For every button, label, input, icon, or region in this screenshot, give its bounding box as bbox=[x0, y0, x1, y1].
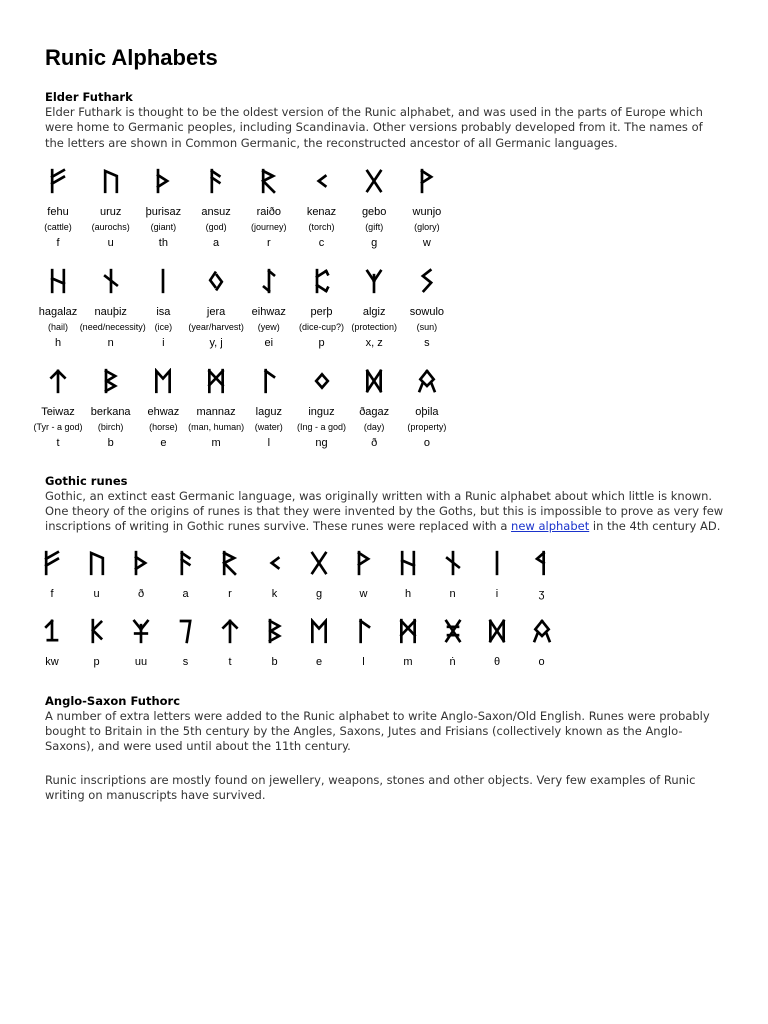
rune-name: ehwaz bbox=[147, 405, 180, 418]
gothic-rune-label: t bbox=[228, 655, 232, 668]
rune-meaning: (dice-cup?) bbox=[298, 321, 345, 332]
gothic-rune-cell bbox=[344, 618, 384, 669]
perth-g-rune-icon bbox=[87, 618, 107, 644]
gothic-rune-label: ð bbox=[137, 587, 145, 600]
rune-name: uruz bbox=[99, 205, 122, 218]
teiwaz-rune-icon bbox=[48, 368, 68, 394]
jera-rune-icon bbox=[206, 268, 226, 294]
anglo-saxon-section bbox=[45, 694, 725, 803]
elder-futhark-row bbox=[33, 368, 725, 468]
kenaz-rune-icon bbox=[312, 168, 332, 194]
gothic-runes-text bbox=[45, 489, 725, 535]
rune-transliteration: th bbox=[158, 236, 168, 249]
wunjo-rune-icon bbox=[354, 550, 374, 576]
rune-meaning: (man, human) bbox=[188, 421, 245, 432]
thurisaz-rune-icon bbox=[131, 550, 151, 576]
gothic-runes-row bbox=[45, 550, 725, 618]
teiwaz-rune-icon bbox=[220, 618, 240, 644]
uruz-rune-icon bbox=[87, 550, 107, 576]
gothic-rune-label: n bbox=[449, 587, 456, 600]
s-g-rune-icon bbox=[176, 618, 196, 644]
gothic-rune-label: θ bbox=[493, 655, 501, 668]
rune-name: eihwaz bbox=[251, 305, 286, 318]
rune-meaning: (ice) bbox=[154, 321, 173, 332]
berkana-rune-icon bbox=[265, 618, 285, 644]
rune-meaning: (aurochs) bbox=[91, 221, 130, 232]
rune-name: Teiwaz bbox=[41, 405, 75, 418]
rune-transliteration: r bbox=[266, 236, 271, 249]
rune-transliteration: o bbox=[423, 436, 430, 449]
sowulo-rune-icon bbox=[417, 268, 437, 294]
rune-name: perþ bbox=[310, 305, 333, 318]
gothic-rune-cell bbox=[299, 618, 339, 669]
gothic-rune-label: a bbox=[182, 587, 189, 600]
isa-rune-icon bbox=[487, 550, 507, 576]
gothic-runes-section bbox=[45, 474, 725, 686]
rune-meaning: (journey) bbox=[251, 221, 287, 232]
page-title: Runic Alphabets bbox=[45, 45, 218, 70]
gothic-rune-label: uu bbox=[134, 655, 148, 668]
othila-rune-icon bbox=[532, 618, 552, 644]
rune-transliteration: e bbox=[160, 436, 167, 449]
rune-cell bbox=[396, 168, 458, 250]
rune-name: gebo bbox=[361, 205, 387, 218]
gothic-rune-cell bbox=[388, 618, 428, 669]
berkana-rune-icon bbox=[101, 368, 121, 394]
gothic-rune-cell bbox=[477, 550, 517, 601]
perth-rune-icon bbox=[312, 268, 332, 294]
elder-futhark-row bbox=[45, 168, 725, 268]
rune-name: fehu bbox=[47, 205, 69, 218]
rune-meaning: (torch) bbox=[308, 221, 335, 232]
rune-name: laguz bbox=[255, 405, 282, 418]
rune-name: mannaz bbox=[196, 405, 236, 418]
rune-name: isa bbox=[156, 305, 171, 318]
naudiz-rune-icon bbox=[101, 268, 121, 294]
rune-meaning: (day) bbox=[363, 421, 385, 432]
gothic-rune-cell bbox=[210, 618, 250, 669]
thurisaz-rune-icon bbox=[153, 168, 173, 194]
gothic-rune-label: i bbox=[495, 587, 499, 600]
anglo-saxon-text: A number of extra letters were added to the Runic alphabet to write Anglo-Saxon/Old English. Runes were probably bought to Britain in the 5th century by the Angles, Saxons, Jutes and Frisians (collectively known as the Anglo-Saxons), and were used until about the 11th century. bbox=[45, 708, 710, 754]
rune-transliteration: ei bbox=[264, 336, 274, 349]
gothic-rune-cell bbox=[166, 550, 206, 601]
rune-transliteration: p bbox=[318, 336, 325, 349]
kw-rune-icon bbox=[42, 618, 62, 644]
rune-transliteration: t bbox=[56, 436, 60, 449]
rune-name: algiz bbox=[362, 305, 386, 318]
gothic-rune-cell bbox=[255, 618, 295, 669]
gothic-rune-label: r bbox=[228, 587, 232, 600]
mannaz-rune-icon bbox=[206, 368, 226, 394]
gothic-rune-cell bbox=[433, 618, 473, 669]
laguz-rune-icon bbox=[354, 618, 374, 644]
gothic-rune-label: h bbox=[404, 587, 412, 600]
elder-futhark-table bbox=[33, 168, 725, 468]
uruz-rune-icon bbox=[101, 168, 121, 194]
eihwaz-rune-icon bbox=[259, 268, 279, 294]
rune-transliteration: f bbox=[56, 236, 60, 249]
uu-rune-icon bbox=[131, 618, 151, 644]
hagalaz-rune-icon bbox=[398, 550, 418, 576]
new-alphabet-link[interactable]: new alphabet bbox=[511, 519, 590, 534]
gothic-rune-cell bbox=[77, 618, 117, 669]
rune-transliteration: i bbox=[162, 336, 165, 349]
fehu-rune-icon bbox=[42, 550, 62, 576]
runic-inscriptions-text: Runic inscriptions are mostly found on jewellery, weapons, stones and other objects. Very few examples of Runic writing on manuscripts have survived. bbox=[45, 772, 696, 802]
rune-name: inguz bbox=[308, 405, 335, 418]
gothic-rune-label: u bbox=[93, 587, 100, 600]
rune-name: þurisaz bbox=[145, 205, 182, 218]
gothic-rune-cell bbox=[121, 550, 161, 601]
rune-name: oþila bbox=[415, 405, 439, 418]
rune-meaning: (need/necessity) bbox=[79, 321, 146, 332]
rune-meaning: (Ing - a god) bbox=[296, 421, 347, 432]
gothic-rune-cell bbox=[255, 550, 295, 601]
rune-cell bbox=[396, 368, 458, 450]
rune-transliteration: l bbox=[267, 436, 271, 449]
gothic-rune-cell bbox=[77, 550, 117, 601]
gothic-rune-cell bbox=[522, 550, 562, 601]
rune-meaning: (birch) bbox=[97, 421, 124, 432]
rune-meaning: (gift) bbox=[365, 221, 384, 232]
ansuz-rune-icon bbox=[176, 550, 196, 576]
rune-transliteration: m bbox=[211, 436, 221, 449]
rune-name: wunjo bbox=[412, 205, 442, 218]
ng-g-rune-icon bbox=[443, 618, 463, 644]
rune-transliteration: x, z bbox=[365, 336, 383, 349]
rune-name: berkana bbox=[90, 405, 131, 418]
kenaz-rune-icon bbox=[265, 550, 285, 576]
rune-transliteration: u bbox=[107, 236, 114, 249]
rune-transliteration: ð bbox=[371, 436, 378, 449]
gothic-rune-label: ʒ bbox=[538, 587, 545, 600]
gothic-rune-cell bbox=[344, 550, 384, 601]
raidho-rune-icon bbox=[259, 168, 279, 194]
gothic-rune-label: g bbox=[315, 587, 323, 600]
gothic-rune-cell bbox=[477, 618, 517, 669]
hagalaz-rune-icon bbox=[48, 268, 68, 294]
dagaz-rune-icon bbox=[487, 618, 507, 644]
rune-meaning: (glory) bbox=[414, 221, 440, 232]
anglo-saxon-heading: Anglo-Saxon Futhorc bbox=[45, 693, 181, 708]
flag-rune-icon bbox=[532, 550, 552, 576]
document-page bbox=[33, 44, 725, 803]
rune-transliteration: w bbox=[422, 236, 431, 249]
gothic-runes-heading: Gothic runes bbox=[45, 473, 128, 488]
rune-meaning: (giant) bbox=[150, 221, 177, 232]
gothic-rune-cell bbox=[299, 550, 339, 601]
rune-meaning: (year/harvest) bbox=[188, 321, 244, 332]
rune-transliteration: g bbox=[371, 236, 378, 249]
rune-name: hagalaz bbox=[38, 305, 78, 318]
ansuz-rune-icon bbox=[206, 168, 226, 194]
rune-transliteration: h bbox=[54, 336, 62, 349]
algiz-rune-icon bbox=[364, 268, 384, 294]
rune-cell bbox=[396, 268, 458, 350]
gothic-rune-label: o bbox=[538, 655, 545, 668]
gothic-text-before: Gothic, an extinct east Germanic language, was originally written with a Runic alphabet about which little is known. One theory of the origins of runes is that they were invented by the Goths, but this is impossible to prove as very few inscriptions of writing in Gothic runes survive. These runes were replaced with a bbox=[45, 488, 724, 534]
gothic-rune-cell bbox=[388, 550, 428, 601]
rune-name: nauþiz bbox=[94, 305, 127, 318]
gothic-rune-cell bbox=[121, 618, 161, 669]
rune-name: raiðo bbox=[256, 205, 282, 218]
rune-meaning: (protection) bbox=[351, 321, 397, 332]
gothic-rune-label: ṅ bbox=[449, 655, 456, 668]
elder-futhark-row bbox=[38, 268, 725, 368]
mannaz-rune-icon bbox=[398, 618, 418, 644]
rune-meaning: (sun) bbox=[416, 321, 438, 332]
gothic-rune-label: m bbox=[403, 655, 413, 668]
laguz-rune-icon bbox=[259, 368, 279, 394]
gothic-rune-label: s bbox=[182, 655, 189, 668]
wunjo-rune-icon bbox=[417, 168, 437, 194]
rune-transliteration: a bbox=[213, 236, 220, 249]
rune-name: ansuz bbox=[201, 205, 231, 218]
ehwaz-rune-icon bbox=[309, 618, 329, 644]
rune-meaning: (Tyr - a god) bbox=[33, 421, 83, 432]
gothic-rune-label: p bbox=[93, 655, 100, 668]
rune-meaning: (yew) bbox=[257, 321, 280, 332]
elder-futhark-text: Elder Futhark is thought to be the oldest version of the Runic alphabet, and was used in the parts of Europe which were home to Germanic peoples, including Scandinavia. Other versions probably developed from it. The names of the letters are shown in Common Germanic, the reconstructed ancestor of all Germanic languages. bbox=[45, 105, 703, 150]
gebo-rune-icon bbox=[364, 168, 384, 194]
rune-meaning: (god) bbox=[205, 221, 227, 232]
naudiz-rune-icon bbox=[443, 550, 463, 576]
gothic-rune-label: kw bbox=[45, 655, 59, 668]
rune-meaning: (property) bbox=[407, 421, 447, 432]
gothic-rune-label: b bbox=[271, 655, 278, 668]
gothic-rune-label: k bbox=[271, 587, 278, 600]
rune-transliteration: s bbox=[424, 336, 430, 349]
isa-rune-icon bbox=[153, 268, 173, 294]
inguz-rune-icon bbox=[312, 368, 332, 394]
rune-name: sowulo bbox=[409, 305, 445, 318]
gothic-rune-cell bbox=[32, 618, 72, 669]
gothic-runes-row bbox=[45, 618, 725, 686]
rune-transliteration: c bbox=[318, 236, 325, 249]
othila-rune-icon bbox=[417, 368, 437, 394]
rune-transliteration: y, j bbox=[209, 336, 223, 349]
elder-futhark-heading: Elder Futhark bbox=[45, 90, 133, 104]
gothic-rune-cell bbox=[210, 550, 250, 601]
rune-name: kenaz bbox=[306, 205, 337, 218]
ehwaz-rune-icon bbox=[153, 368, 173, 394]
rune-meaning: (hail) bbox=[47, 321, 68, 332]
fehu-rune-icon bbox=[48, 168, 68, 194]
gothic-rune-cell bbox=[522, 618, 562, 669]
rune-name: jera bbox=[206, 305, 226, 318]
rune-transliteration: n bbox=[107, 336, 114, 349]
gothic-rune-cell bbox=[32, 550, 72, 601]
gothic-rune-label: w bbox=[359, 587, 368, 600]
rune-meaning: (water) bbox=[254, 421, 283, 432]
gothic-rune-label: f bbox=[50, 587, 54, 600]
raidho-rune-icon bbox=[220, 550, 240, 576]
dagaz-rune-icon bbox=[364, 368, 384, 394]
gothic-rune-label: e bbox=[315, 655, 323, 668]
elder-futhark-section bbox=[33, 90, 725, 468]
rune-transliteration: ng bbox=[315, 436, 328, 449]
gothic-rune-cell bbox=[166, 618, 206, 669]
rune-meaning: (cattle) bbox=[44, 221, 72, 232]
rune-meaning: (horse) bbox=[149, 421, 178, 432]
rune-name: ðagaz bbox=[359, 405, 390, 418]
gothic-text-after: in the 4th century AD. bbox=[589, 519, 721, 534]
gothic-rune-label: l bbox=[362, 655, 365, 668]
gothic-runes-table bbox=[45, 550, 725, 686]
rune-transliteration: b bbox=[107, 436, 114, 449]
gebo-rune-icon bbox=[309, 550, 329, 576]
gothic-rune-cell bbox=[433, 550, 473, 601]
